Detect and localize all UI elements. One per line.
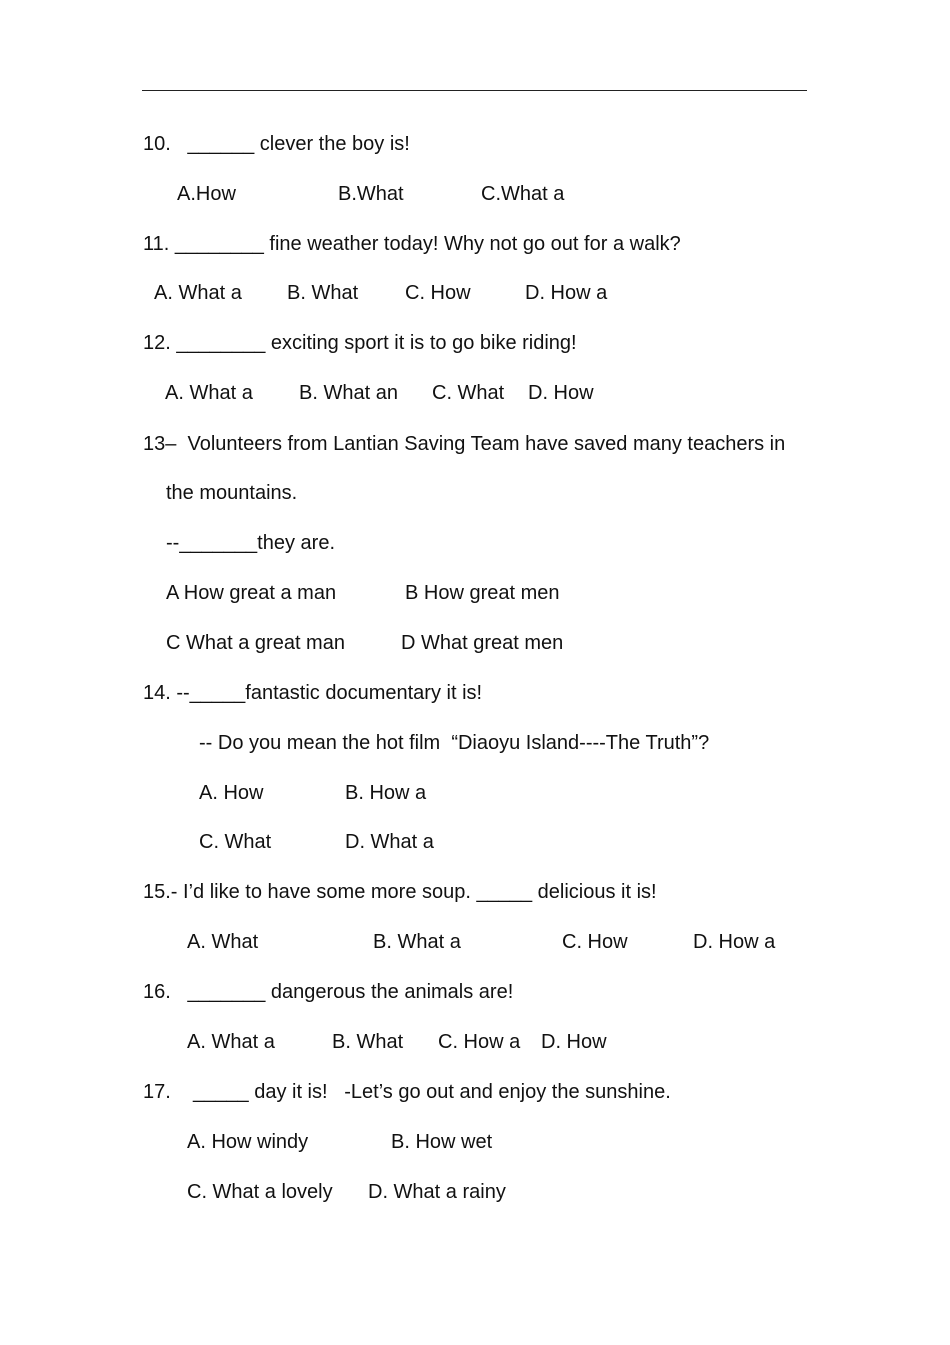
q16-option-d: D. How [541,1031,607,1053]
q12-option-d: D. How [528,382,594,404]
q10-stem: 10. ______ clever the boy is! [143,133,410,155]
q12-option-c: C. What [432,382,505,404]
q14-option-d: D. What a [345,831,434,853]
q17-stem: 17. _____ day it is! -Let’s go out and enjoy the sunshine. [143,1081,671,1103]
q12-option-b: B. What an [299,382,398,404]
q10-option-b: B.What [338,183,404,205]
q10-option-a: A.How [177,183,236,205]
q15-stem: 15.- I’d like to have some more soup. _____ delicious it is! [143,881,657,903]
q12-option-a: A. What a [165,382,253,404]
q13-stem-line-1: 13– Volunteers from Lantian Saving Team have saved many teachers in [143,433,786,455]
q15-option-c: C. How [562,931,628,953]
q13-option-b: B How great men [405,582,560,604]
q17-option-a: A. How windy [187,1131,309,1153]
q14-option-a: A. How [199,782,264,804]
q13-reply: --_______they are. [166,532,336,554]
q10-option-c: C.What a [481,183,565,205]
q11-option-c: C. How [405,282,471,304]
q15-option-d: D. How a [693,931,776,953]
q16-option-c: C. How a [438,1031,521,1053]
q16-option-b: B. What [332,1031,404,1053]
q12-stem: 12. ________ exciting sport it is to go bike riding! [143,332,577,354]
q14-reply: -- Do you mean the hot film “Diaoyu Island----The Truth”? [199,732,710,754]
q16-stem: 16. _______ dangerous the animals are! [143,981,514,1003]
header-rule [142,90,807,91]
q11-stem: 11. ________ fine weather today! Why not go out for a walk? [143,233,681,255]
q13-option-c: C What a great man [166,632,345,654]
q14-option-c: C. What [199,831,272,853]
q14-stem: 14. --_____fantastic documentary it is! [143,682,483,704]
q15-option-b: B. What a [373,931,461,953]
q13-option-a: A How great a man [166,582,337,604]
q13-stem-line-2: the mountains. [166,482,298,504]
q17-option-b: B. How wet [391,1131,493,1153]
q11-option-a: A. What a [154,282,242,304]
q17-option-c: C. What a lovely [187,1181,333,1203]
q15-option-a: A. What [187,931,259,953]
q11-option-d: D. How a [525,282,608,304]
q14-option-b: B. How a [345,782,427,804]
q11-option-b: B. What [287,282,359,304]
q17-option-d: D. What a rainy [368,1181,506,1203]
q13-option-d: D What great men [401,632,564,654]
q16-option-a: A. What a [187,1031,275,1053]
